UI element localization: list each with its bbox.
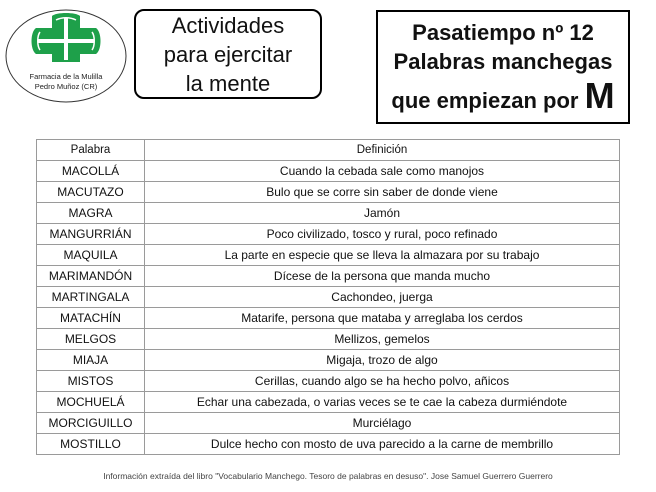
table-row — [37, 434, 620, 455]
definition-cell: Matarife, persona que mataba y arreglaba los cerdos — [145, 308, 620, 329]
logo-caption — [4, 72, 128, 92]
header-definition: Definición — [145, 140, 620, 161]
activities-box — [134, 9, 322, 99]
definition-cell: Echar una cabezada, o varias veces se te cae la cabeza durmiéndote — [145, 392, 620, 413]
table-row — [37, 371, 620, 392]
table-row — [37, 413, 620, 434]
vocabulary-table — [36, 139, 620, 455]
table-row — [37, 350, 620, 371]
puzzle-number: Pasatiempo nº 12 — [412, 20, 594, 45]
table-row — [37, 161, 620, 182]
definition-cell: Cerillas, cuando algo se ha hecho polvo, añicos — [145, 371, 620, 392]
puzzle-title-box — [376, 10, 630, 124]
definition-cell: Jamón — [145, 203, 620, 224]
table-row — [37, 392, 620, 413]
word-cell: MAQUILA — [37, 245, 145, 266]
table-row — [37, 308, 620, 329]
word-cell: MARIMANDÓN — [37, 266, 145, 287]
word-cell: MACOLLÁ — [37, 161, 145, 182]
puzzle-letter-line — [378, 76, 628, 121]
word-cell: MOSTILLO — [37, 434, 145, 455]
definition-cell: Migaja, trozo de algo — [145, 350, 620, 371]
word-cell: MOCHUELÁ — [37, 392, 145, 413]
puzzle-subtitle: Palabras manchegas — [393, 49, 613, 74]
definition-cell: Mellizos, gemelos — [145, 329, 620, 350]
activities-line-3: la mente — [185, 70, 271, 96]
definition-cell: Cuando la cebada sale como manojos — [145, 161, 620, 182]
word-cell: MACUTAZO — [37, 182, 145, 203]
word-cell: MATACHÍN — [37, 308, 145, 329]
table-row — [37, 224, 620, 245]
definition-cell: Dícese de la persona que manda mucho — [145, 266, 620, 287]
word-cell: MAGRA — [37, 203, 145, 224]
table-header-row — [37, 140, 620, 161]
puzzle-letter: M — [584, 75, 615, 116]
word-cell: MELGOS — [37, 329, 145, 350]
definition-cell: Dulce hecho con mosto de uva parecido a la carne de membrillo — [145, 434, 620, 455]
word-cell: MANGURRIÁN — [37, 224, 145, 245]
table-row — [37, 287, 620, 308]
word-cell: MARTINGALA — [37, 287, 145, 308]
definition-cell: Cachondeo, juerga — [145, 287, 620, 308]
puzzle-letter-prefix: que empiezan por — [391, 88, 579, 113]
definition-cell: La parte en especie que se lleva la almazara por su trabajo — [145, 245, 620, 266]
word-cell: MIAJA — [37, 350, 145, 371]
logo-pharmacy-name: Farmacia de la Mulilla — [29, 72, 103, 81]
table-row — [37, 329, 620, 350]
table-row — [37, 203, 620, 224]
source-footnote: Información extraída del libro "Vocabulario Manchego. Tesoro de palabras en desuso". Jose Samuel Guerrero Guerrero — [103, 471, 553, 481]
table-row — [37, 182, 620, 203]
table-row — [37, 266, 620, 287]
activities-line-1: Actividades — [171, 12, 285, 38]
word-cell: MISTOS — [37, 371, 145, 392]
logo-location: Pedro Muñoz (CR) — [34, 82, 98, 91]
definition-cell: Poco civilizado, tosco y rural, poco refinado — [145, 224, 620, 245]
table-row — [37, 245, 620, 266]
header-word: Palabra — [37, 140, 145, 161]
word-cell: MORCIGUILLO — [37, 413, 145, 434]
definition-cell: Bulo que se corre sin saber de donde viene — [145, 182, 620, 203]
definition-cell: Murciélago — [145, 413, 620, 434]
activities-line-2: para ejercitar — [163, 41, 293, 67]
